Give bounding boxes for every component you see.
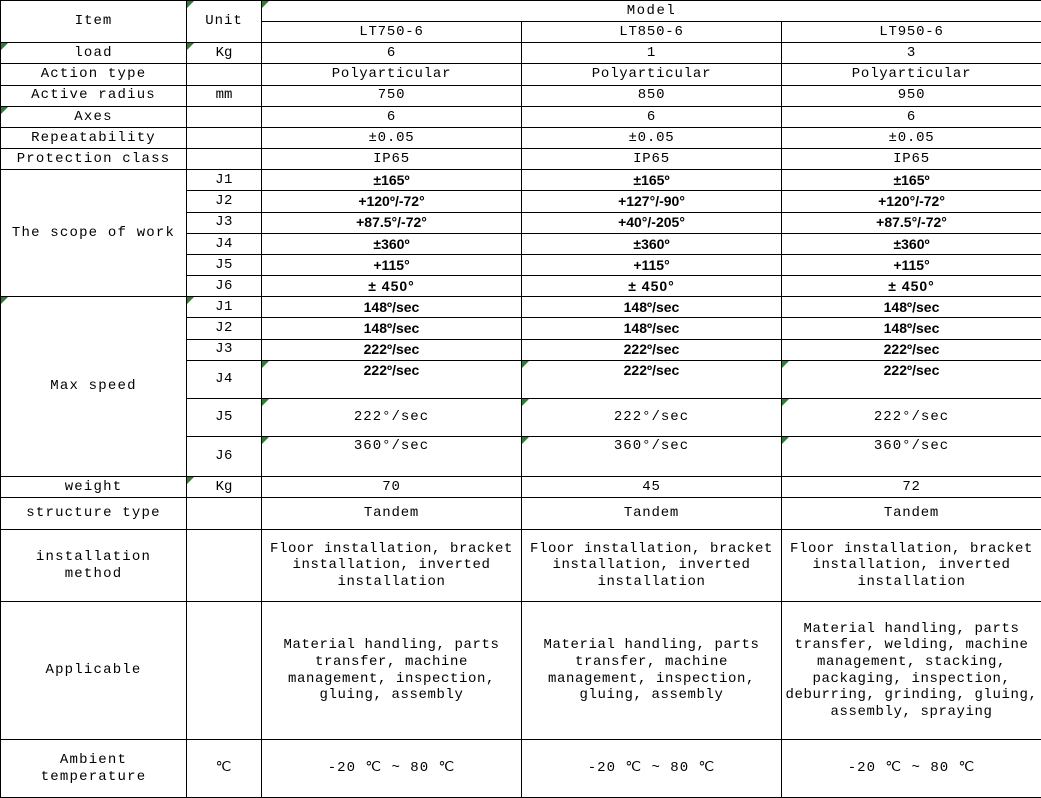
table-row	[1, 530, 1041, 602]
cell-speed-j4-lt950: 222º/sec	[782, 360, 1041, 398]
cell-repeatability-lt950: ±0.05	[782, 127, 1041, 148]
table-row	[1, 498, 1041, 530]
cell-load-lt850: 1	[522, 43, 782, 64]
row-unit-active-radius: mm	[187, 85, 262, 106]
joint-label-speed-j5: J5	[187, 398, 262, 436]
cell-speed-j6-lt750: 360°/sec	[262, 436, 522, 476]
cell-applicable-lt850: Material handling, parts transfer, machine management, inspection, gluing, assembly	[522, 602, 782, 740]
joint-label-scope-j1: J1	[187, 170, 262, 191]
cell-speed-j2-lt850: 148º/sec	[522, 318, 782, 339]
cell-scope-j6-lt950: ± 450°	[782, 276, 1041, 297]
cell-ambient-temperature-lt750: -20 ℃ ~ 80 ℃	[262, 740, 522, 798]
joint-label-scope-j3: J3	[187, 212, 262, 233]
table-row	[1, 297, 1041, 318]
cell-speed-j1-lt950: 148º/sec	[782, 297, 1041, 318]
row-label-protection-class: Protection class	[1, 149, 187, 170]
cell-scope-j4-lt750: ±360º	[262, 233, 522, 254]
row-unit-repeatability	[187, 127, 262, 148]
row-label-applicable: Applicable	[1, 602, 187, 740]
cell-speed-j5-lt850: 222°/sec	[522, 398, 782, 436]
cell-scope-j4-lt850: ±360º	[522, 233, 782, 254]
cell-installation-method-lt850: Floor installation, bracket installation, inverted installation	[522, 530, 782, 602]
cell-active-radius-lt850: 850	[522, 85, 782, 106]
joint-label-scope-j6: J6	[187, 276, 262, 297]
cell-load-lt750: 6	[262, 43, 522, 64]
cell-speed-j5-lt950: 222°/sec	[782, 398, 1041, 436]
cell-scope-j3-lt950: +87.5°/-72°	[782, 212, 1041, 233]
row-unit-weight: Kg	[187, 476, 262, 497]
table-row	[1, 170, 1041, 191]
table-row	[1, 602, 1041, 740]
row-label-ambient-temperature: Ambient temperature	[1, 740, 187, 798]
cell-speed-j2-lt750: 148º/sec	[262, 318, 522, 339]
row-unit-installation-method	[187, 530, 262, 602]
cell-ambient-temperature-lt950: -20 ℃ ~ 80 ℃	[782, 740, 1041, 798]
cell-ambient-temperature-lt850: -20 ℃ ~ 80 ℃	[522, 740, 782, 798]
row-unit-action-type	[187, 64, 262, 85]
table-row	[1, 106, 1041, 127]
cell-speed-j3-lt850: 222º/sec	[522, 339, 782, 360]
row-label-active-radius: Active radius	[1, 85, 187, 106]
cell-axes-lt950: 6	[782, 106, 1041, 127]
cell-scope-j3-lt850: +40°/-205°	[522, 212, 782, 233]
cell-scope-j1-lt850: ±165º	[522, 170, 782, 191]
cell-installation-method-lt950: Floor installation, bracket installation, inverted installation	[782, 530, 1041, 602]
table-row	[1, 127, 1041, 148]
cell-scope-j4-lt950: ±360º	[782, 233, 1041, 254]
header-cell-model-group: Model	[262, 1, 1041, 22]
cell-structure-type-lt750: Tandem	[262, 498, 522, 530]
joint-label-scope-j4: J4	[187, 233, 262, 254]
cell-scope-j2-lt750: +120º/-72°	[262, 191, 522, 212]
header-cell-item: Item	[1, 1, 187, 43]
cell-speed-j1-lt850: 148º/sec	[522, 297, 782, 318]
table-row	[1, 740, 1041, 798]
cell-action-type-lt750: Polyarticular	[262, 64, 522, 85]
cell-repeatability-lt750: ±0.05	[262, 127, 522, 148]
cell-scope-j5-lt750: +115°	[262, 254, 522, 275]
cell-speed-j4-lt750: 222º/sec	[262, 360, 522, 398]
joint-label-speed-j3: J3	[187, 339, 262, 360]
cell-weight-lt950: 72	[782, 476, 1041, 497]
table-row	[1, 85, 1041, 106]
cell-installation-method-lt750: Floor installation, bracket installation, inverted installation	[262, 530, 522, 602]
cell-action-type-lt850: Polyarticular	[522, 64, 782, 85]
table-row	[1, 149, 1041, 170]
row-unit-axes	[187, 106, 262, 127]
row-label-load: load	[1, 43, 187, 64]
cell-speed-j2-lt950: 148º/sec	[782, 318, 1041, 339]
row-label-scope-of-work: The scope of work	[1, 170, 187, 297]
row-label-max-speed: Max speed	[1, 297, 187, 476]
cell-axes-lt850: 6	[522, 106, 782, 127]
header-cell-unit: Unit	[187, 1, 262, 43]
cell-speed-j3-lt750: 222º/sec	[262, 339, 522, 360]
cell-action-type-lt950: Polyarticular	[782, 64, 1041, 85]
cell-speed-j4-lt850: 222º/sec	[522, 360, 782, 398]
cell-load-lt950: 3	[782, 43, 1041, 64]
cell-applicable-lt750: Material handling, parts transfer, machine management, inspection, gluing, assembly	[262, 602, 522, 740]
cell-scope-j5-lt950: +115°	[782, 254, 1041, 275]
joint-label-scope-j2: J2	[187, 191, 262, 212]
cell-scope-j6-lt850: ± 450°	[522, 276, 782, 297]
header-cell-model-lt750: LT750-6	[262, 22, 522, 43]
row-unit-applicable	[187, 602, 262, 740]
row-unit-ambient-temperature: ℃	[187, 740, 262, 798]
cell-structure-type-lt850: Tandem	[522, 498, 782, 530]
cell-scope-j2-lt950: +120°/-72°	[782, 191, 1041, 212]
cell-protection-class-lt850: IP65	[522, 149, 782, 170]
cell-axes-lt750: 6	[262, 106, 522, 127]
cell-active-radius-lt750: 750	[262, 85, 522, 106]
cell-structure-type-lt950: Tandem	[782, 498, 1041, 530]
cell-speed-j1-lt750: 148º/sec	[262, 297, 522, 318]
joint-label-speed-j6: J6	[187, 436, 262, 476]
cell-weight-lt750: 70	[262, 476, 522, 497]
cell-scope-j2-lt850: +127°/-90°	[522, 191, 782, 212]
row-label-weight: weight	[1, 476, 187, 497]
cell-protection-class-lt950: IP65	[782, 149, 1041, 170]
cell-active-radius-lt950: 950	[782, 85, 1041, 106]
cell-scope-j1-lt950: ±165º	[782, 170, 1041, 191]
cell-speed-j6-lt850: 360°/sec	[522, 436, 782, 476]
joint-label-speed-j1: J1	[187, 297, 262, 318]
cell-scope-j5-lt850: +115°	[522, 254, 782, 275]
row-unit-structure-type	[187, 498, 262, 530]
cell-repeatability-lt850: ±0.05	[522, 127, 782, 148]
cell-weight-lt850: 45	[522, 476, 782, 497]
header-cell-model-lt950: LT950-6	[782, 22, 1041, 43]
row-unit-load: Kg	[187, 43, 262, 64]
row-label-action-type: Action type	[1, 64, 187, 85]
table-row	[1, 476, 1041, 497]
row-label-structure-type: structure type	[1, 498, 187, 530]
cell-speed-j5-lt750: 222°/sec	[262, 398, 522, 436]
cell-speed-j3-lt950: 222º/sec	[782, 339, 1041, 360]
row-label-installation-method: installation method	[1, 530, 187, 602]
cell-applicable-lt950: Material handling, parts transfer, welding, machine management, stacking, packaging, inspection, deburring, grinding, gluing, assembly, spraying	[782, 602, 1041, 740]
cell-scope-j6-lt750: ± 450°	[262, 276, 522, 297]
joint-label-scope-j5: J5	[187, 254, 262, 275]
table-row	[1, 43, 1041, 64]
header-cell-model-lt850: LT850-6	[522, 22, 782, 43]
cell-speed-j6-lt950: 360°/sec	[782, 436, 1041, 476]
row-label-repeatability: Repeatability	[1, 127, 187, 148]
cell-scope-j1-lt750: ±165º	[262, 170, 522, 191]
cell-scope-j3-lt750: +87.5°/-72°	[262, 212, 522, 233]
joint-label-speed-j2: J2	[187, 318, 262, 339]
row-label-axes: Axes	[1, 106, 187, 127]
header-row-model-group	[1, 1, 1041, 22]
table-row	[1, 64, 1041, 85]
joint-label-speed-j4: J4	[187, 360, 262, 398]
cell-protection-class-lt750: IP65	[262, 149, 522, 170]
row-unit-protection-class	[187, 149, 262, 170]
